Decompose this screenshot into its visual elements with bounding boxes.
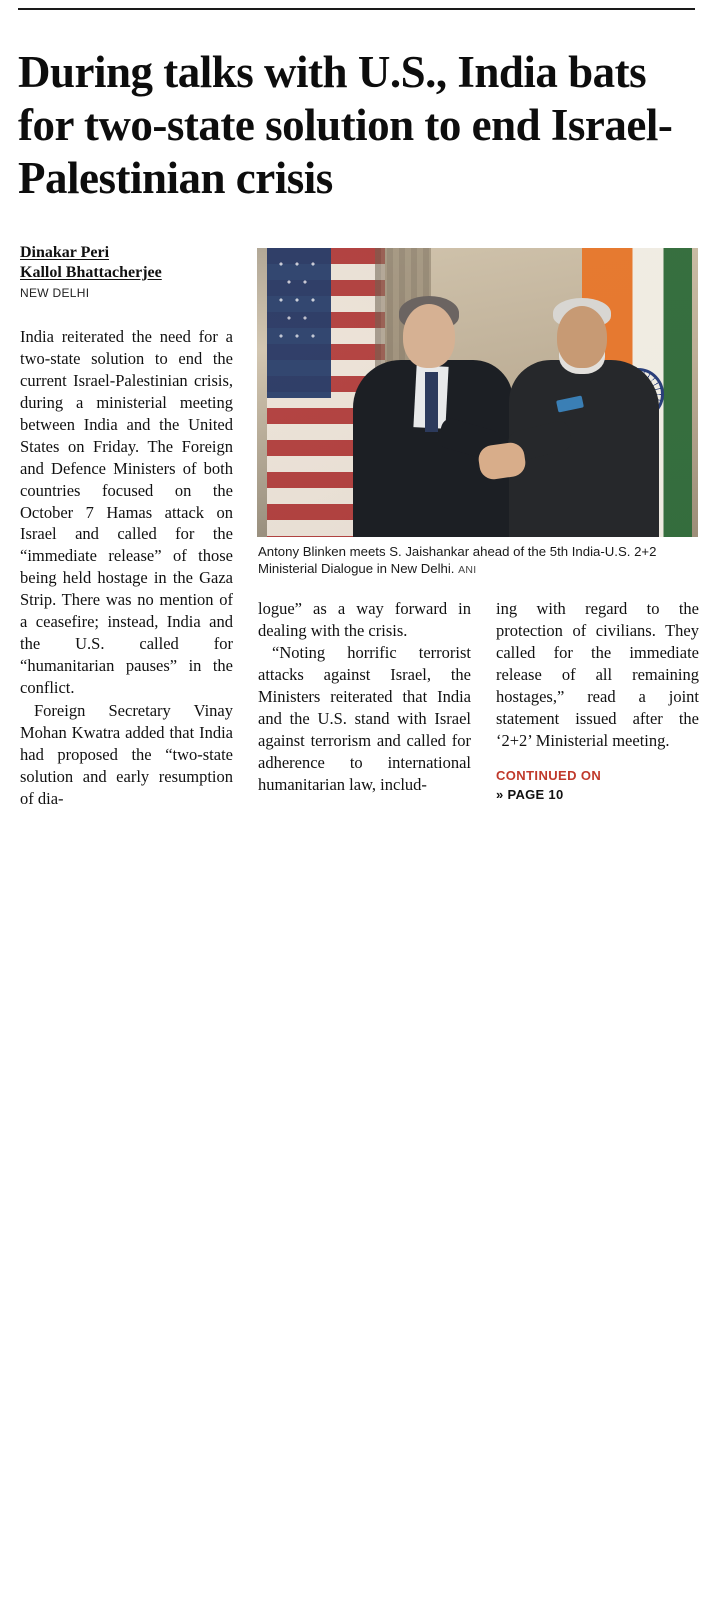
byline (20, 243, 235, 300)
body-column-2 (258, 598, 471, 795)
photo-background (257, 248, 698, 537)
body-column-1 (20, 326, 233, 699)
paragraph: logue” as a way forward in dealing with the crisis. (258, 599, 471, 640)
top-rule (18, 8, 695, 10)
us-flag-canton (267, 248, 331, 398)
person-left-head (403, 304, 455, 368)
continued-label: CONTINUED ON (496, 768, 602, 783)
paragraph: “Noting horrific terrorist attacks against Israel, the Ministers reiterated that India and the U.S. stand with Israel against terrorism and called for adherence to international humanitarian law, includ- (258, 642, 471, 794)
page-title: During talks with U.S., India bats for two-state solution to end Israel-Palestinian crisis (18, 47, 673, 204)
continued-page-link[interactable]: » PAGE 10 (496, 787, 564, 802)
photo-credit: ANI (458, 564, 477, 577)
paragraph: India reiterated the need for a two-state solution to end the current Israel-Palestinian crisis, during a ministerial meeting between India and the United States on Friday. The Foreign and Defence Ministers of both countries focused on the October 7 Hamas attack on Israel and called for the “immediate release” of those being held hostage in the Gaza Strip. There was no mention of a ceasefire; instead, India and the U.S. called for “humanitarian pauses” in the conflict. (20, 327, 233, 697)
article-photo (257, 248, 698, 537)
byline-author-2: Kallol Bhattacherjee (20, 264, 162, 281)
paragraph: Foreign Secretary Vinay Mohan Kwatra added that India had proposed the “two-state solution and early resumption of dia- (20, 701, 233, 808)
person-right-head (557, 306, 607, 368)
photo-caption-text: Antony Blinken meets S. Jaishankar ahead of the 5th India-U.S. 2+2 Ministerial Dialogue in New Delhi. (258, 544, 657, 577)
paragraph: ing with regard to the protection of civilians. They called for the immediate release of all remaining hostages,” read a joint statement issued after the ‘2+2’ Ministerial meeting. (496, 599, 699, 750)
photo-caption (258, 543, 699, 578)
body-column-3 (496, 598, 699, 752)
byline-author-1: Dinakar Peri (20, 244, 110, 261)
person-left-tie (425, 372, 438, 432)
body-column-1-cont (20, 700, 233, 810)
continued-on (496, 768, 699, 1623)
byline-dateline: NEW DELHI (20, 286, 90, 300)
